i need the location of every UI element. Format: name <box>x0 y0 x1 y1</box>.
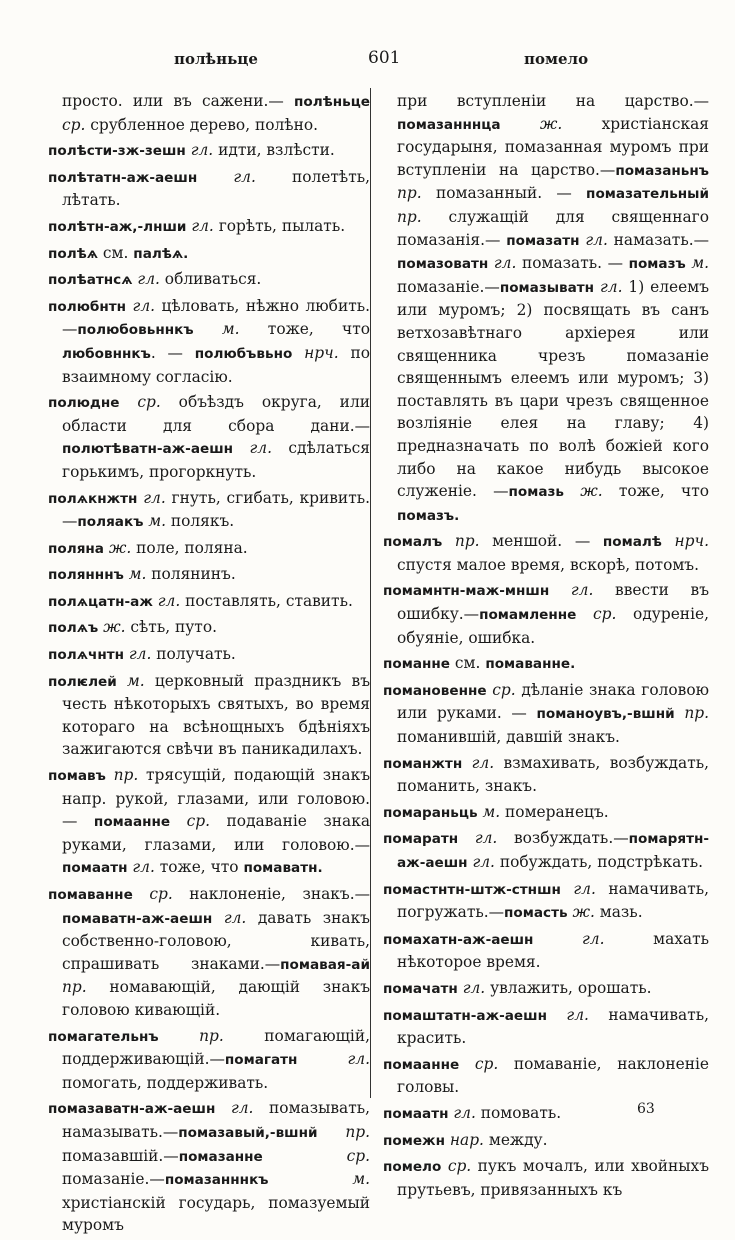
definition-text: цѣловать, нѣжно любить.— <box>62 296 370 339</box>
grammar-label: гл. <box>493 254 517 273</box>
dictionary-entry <box>383 652 709 676</box>
headword: помаванне. <box>485 656 576 673</box>
grammar-label: гл. <box>566 1005 589 1024</box>
dictionary-entry <box>383 90 709 527</box>
headword: помазательный <box>586 186 709 203</box>
definition-text <box>297 1050 347 1068</box>
definition-text <box>318 1123 346 1141</box>
headword: помазъ <box>628 256 686 273</box>
definition-text: трясущій, подающій знакъ напр. рукой, глазами, или головою. — <box>62 766 370 831</box>
definition-text <box>462 754 471 772</box>
dictionary-entry <box>48 295 370 388</box>
grammar-label: гл. <box>157 591 181 610</box>
headword: поляакъ <box>77 514 144 531</box>
definition-text: мазь. <box>594 903 643 922</box>
definition-text: помазанный. — <box>421 184 587 203</box>
headword: помазаньнъ <box>615 162 709 179</box>
grammar-label: нар. <box>449 1130 484 1149</box>
headword: поляна <box>48 540 104 557</box>
definition-text <box>458 829 475 847</box>
grammar-label: гл. <box>230 1099 254 1118</box>
headword: полютѣватн-аж-аешн <box>62 441 234 458</box>
headword: любовннкъ <box>62 345 151 362</box>
dictionary-entry <box>48 590 370 614</box>
headword: помаратн <box>383 831 459 848</box>
dictionary-entry <box>383 801 709 825</box>
dictionary-entry <box>48 1025 370 1095</box>
dictionary-entry <box>383 579 709 649</box>
definition-text: получать. <box>151 645 236 664</box>
dictionary-entry <box>383 1102 709 1126</box>
grammar-label: м. <box>221 320 240 339</box>
definition-text: ввести въ ошибку.— <box>397 581 709 624</box>
definition-text: помазаніе.— <box>397 277 500 296</box>
grammar-label: гл. <box>223 908 247 927</box>
definition-text: см. <box>450 654 486 673</box>
grammar-label: пр. <box>454 532 480 551</box>
headword: помараньць <box>383 804 478 821</box>
definition-text <box>170 812 187 830</box>
grammar-label: ж. <box>108 538 132 557</box>
definition-text: поставлять, ставить. <box>180 591 353 610</box>
running-head-right: помело <box>524 50 589 68</box>
grammar-label: гл. <box>132 296 156 315</box>
definition-text: спустя малое время, вскорѣ, потомъ. <box>397 555 699 574</box>
grammar-label: гл. <box>570 581 594 600</box>
definition-text <box>533 930 582 948</box>
definition-text: полякъ. <box>165 512 235 531</box>
headword: помаватн-аж-аешн <box>62 910 213 927</box>
definition-text: помаваніе, наклоненіе головы. <box>397 1054 709 1097</box>
definition-text <box>561 880 573 898</box>
grammar-label: гл. <box>128 645 152 664</box>
headword: помазанннкъ <box>164 1172 269 1189</box>
dictionary-entry <box>48 643 370 667</box>
headword: помагательнъ <box>48 1028 159 1045</box>
grammar-label: гл. <box>585 230 608 249</box>
headword: помарятн-аж-аешн <box>397 831 709 871</box>
grammar-label: м. <box>127 671 145 690</box>
definition-text <box>212 909 224 927</box>
grammar-label: м. <box>482 802 501 821</box>
grammar-label: ж. <box>572 903 595 922</box>
dictionary-entry <box>48 215 370 239</box>
grammar-label: ср. <box>137 393 161 412</box>
definition-text: наклоненіе, знакъ.— <box>172 885 370 903</box>
definition-text: церковный праздникъ въ честь нѣкоторыхъ святыхъ, во время котораго на всѣнощныхъ бдѣніяхъ зажигаются свѣчи въ паникадилахъ. <box>62 671 370 759</box>
definition-text <box>662 532 675 550</box>
definition-text: поле, поляна. <box>131 538 248 557</box>
grammar-label: м. <box>352 1170 370 1189</box>
definition-text <box>159 1027 200 1045</box>
definition-text: сѣть, путо. <box>125 618 217 637</box>
grammar-label: ср. <box>346 1146 370 1165</box>
headword: помаванне <box>48 887 133 903</box>
headword: полюбовьннкъ <box>77 322 194 339</box>
headword: полѥлей <box>48 673 117 690</box>
definition-text: просто. или въ сажени.— <box>62 92 295 110</box>
grammar-label: м. <box>691 254 709 273</box>
grammar-label: гл. <box>472 853 495 871</box>
dictionary-entry <box>48 166 370 212</box>
grammar-label: гл. <box>191 216 214 235</box>
headword: поманоувъ,-вшнй <box>536 706 675 723</box>
definition-text: срубленное дерево, полѣно. <box>85 115 318 134</box>
definition-text <box>233 439 249 457</box>
grammar-label: пр. <box>345 1122 370 1141</box>
definition-text: подаваніе знака руками, глазами, или головою.— <box>62 812 370 854</box>
definition-text: 1) елеемъ или муромъ; 2) посвящать въ санъ ветхозавѣтнаго архіерея или священника чрезъ помазаніе священнымъ елеемъ или муромъ; 3) поставлять въ цари чрезъ священное возліяніе елея на главу; 4) предназначать по волѣ божіей кого либо на какое нибудь высокое служеніе. — <box>397 277 709 501</box>
headword: помастнтн-штж-стншн <box>383 881 561 898</box>
grammar-label: ср. <box>149 885 173 903</box>
definition-text: тоже, что <box>602 482 709 501</box>
definition-text: полянинъ. <box>146 565 236 584</box>
grammar-label: м. <box>148 512 166 531</box>
definition-text: помовать. <box>475 1103 562 1122</box>
definition-text: увлажить, орошать. <box>485 978 652 997</box>
headword: помазатн <box>506 232 580 249</box>
dictionary-entry <box>48 670 370 761</box>
headword: помазаватн-аж-аешн <box>48 1101 216 1118</box>
definition-text: поманившій, давшій знакъ. <box>397 728 620 747</box>
definition-text <box>442 532 455 550</box>
definition-text: помазавшій.— <box>62 1146 179 1165</box>
headword: помачатн <box>383 980 458 997</box>
headword: полѧъ <box>48 620 99 637</box>
definition-text <box>215 1099 231 1117</box>
definition-text: . — <box>150 343 195 362</box>
running-head-left: полѣньце <box>174 50 258 68</box>
headword: помаватн. <box>243 860 323 877</box>
definition-text <box>292 344 304 362</box>
right-column <box>383 90 709 1204</box>
definition-text: одуреніе, обуяніе, ошибка. <box>397 605 709 647</box>
grammar-label: гл. <box>132 858 155 877</box>
definition-text: помогать, поддерживать. <box>62 1073 269 1092</box>
definition-text: помазывать, намазывать.— <box>62 1099 370 1141</box>
definition-text: между. <box>483 1130 548 1149</box>
grammar-label: гл. <box>600 277 623 296</box>
dictionary-entry <box>48 139 370 163</box>
grammar-label: ж. <box>103 618 126 637</box>
definition-text: намачивать, погружать.— <box>397 879 709 922</box>
definition-text: помазать. — <box>516 254 629 273</box>
headword: поманне <box>383 656 451 673</box>
definition-text <box>459 1055 475 1073</box>
headword: помалѣ <box>602 534 662 551</box>
headword: помело <box>383 1159 442 1176</box>
dictionary-entry <box>48 563 370 587</box>
grammar-label: нрч. <box>674 532 709 551</box>
headword: помаштатн-аж-аешн <box>383 1007 547 1024</box>
definition-text <box>549 581 571 599</box>
signature-mark: 63 <box>637 1101 655 1117</box>
grammar-label: гл. <box>582 929 605 948</box>
dictionary-entry <box>383 679 709 749</box>
headword: полѣньце <box>294 94 370 110</box>
grammar-label: ж. <box>539 114 563 133</box>
definition-text <box>106 766 114 784</box>
grammar-label: ср. <box>474 1054 499 1073</box>
headword: полѧчнтн <box>48 647 124 664</box>
headword: помаанне <box>93 814 171 831</box>
definition-text <box>120 393 138 411</box>
definition-text: побуждать, подстрѣкать. <box>494 853 704 871</box>
definition-text: служащій для священнаго помазанія.— <box>397 207 709 249</box>
definition-text: сдѣлаться горькимъ, прогоркнуть. <box>62 439 370 481</box>
headword: помавъ <box>48 768 106 785</box>
headword: полѣѧ <box>48 245 99 262</box>
definition-text <box>547 1006 566 1024</box>
dictionary-entry <box>383 928 709 974</box>
dictionary-entry <box>383 977 709 1001</box>
grammar-label: гл. <box>462 978 486 997</box>
grammar-label: нрч. <box>304 343 339 362</box>
headword: помаанне <box>383 1056 460 1073</box>
definition-text <box>564 482 580 500</box>
dictionary-entry <box>383 1129 709 1153</box>
definition-text: номавающій, дающій знакъ головою кивающій. <box>62 978 370 1019</box>
left-column <box>48 90 370 1240</box>
definition-text: намачивать, красить. <box>397 1005 709 1048</box>
definition-text: тоже, что <box>239 320 370 339</box>
headword: помаатн <box>62 860 128 877</box>
definition-text: идти, взлѣсти. <box>213 141 335 160</box>
headword: помамнтн-маж-мншн <box>383 583 550 600</box>
dictionary-entry <box>48 391 370 483</box>
grammar-label: ср. <box>492 680 516 699</box>
definition-text <box>197 168 233 186</box>
headword: полѣтн-аж,-лнши <box>48 218 187 235</box>
definition-text: при вступленіи на царство.— <box>397 92 709 110</box>
grammar-label: гл. <box>453 1103 476 1122</box>
grammar-label: гл. <box>249 439 272 458</box>
headword: помазавый,-вшнй <box>178 1124 318 1141</box>
grammar-label: м. <box>128 565 147 584</box>
headword: помазыватн <box>499 279 595 296</box>
grammar-label: пр. <box>397 207 422 226</box>
headword: помежн <box>383 1132 445 1149</box>
headword: помазъ. <box>397 507 460 524</box>
grammar-label: ср. <box>593 605 617 624</box>
grammar-label: гл. <box>347 1050 370 1069</box>
definition-text <box>576 605 593 623</box>
grammar-label: ср. <box>186 812 211 831</box>
grammar-label: гл. <box>143 488 166 507</box>
definition-text: помазаніе.— <box>62 1170 165 1189</box>
page-number: 601 <box>368 48 401 68</box>
headword: помазанннца <box>397 116 501 133</box>
definition-text: пукъ мочалъ, или хвойныхъ прутьевъ, привязанныхъ къ <box>397 1157 709 1199</box>
definition-text: христіанская государыня, помазанная муромъ при вступленіи на царство.— <box>397 114 709 179</box>
headword: полѣсти-зж-зешн <box>48 143 186 160</box>
definition-text <box>194 320 222 338</box>
definition-text: меншой. — <box>479 532 603 551</box>
column-divider <box>370 88 371 1098</box>
definition-text: объѣздъ округа, или области для сбора дани.— <box>62 393 370 435</box>
grammar-label: пр. <box>62 978 87 997</box>
headword: помазь <box>508 484 565 501</box>
headword: помаатн <box>383 1105 449 1122</box>
headword: полюбнтн <box>48 298 127 315</box>
headword: помагатн <box>224 1052 298 1069</box>
dictionary-entry <box>48 90 370 136</box>
headword: полѧцатн-аж <box>48 593 153 610</box>
grammar-label: пр. <box>397 184 422 203</box>
headword: помавая-ай <box>280 956 370 973</box>
definition-text <box>133 885 150 903</box>
headword: полянннъ <box>48 567 124 584</box>
grammar-label: ср. <box>447 1157 472 1176</box>
grammar-label: пр. <box>113 766 139 785</box>
definition-text: дѣланіе знака головою или руками. — <box>397 680 709 723</box>
definition-text <box>675 704 685 722</box>
dictionary-entry <box>48 1097 370 1237</box>
definition-text: давать знакъ собственно-головою, кивать, спрашивать знаками.— <box>62 908 370 973</box>
definition-text: помагающій, поддерживающій.— <box>62 1026 370 1069</box>
grammar-label: ж. <box>580 482 603 501</box>
headword: полѧкнжтн <box>48 490 138 507</box>
headword: помазанне <box>178 1148 263 1165</box>
dictionary-entry <box>383 1053 709 1099</box>
headword: поманжтн <box>383 755 463 772</box>
dictionary-entry <box>48 242 370 266</box>
definition-text: намазать.— <box>607 230 709 249</box>
grammar-label: гл. <box>233 167 256 186</box>
definition-text: тоже, что <box>154 858 244 877</box>
definition-text <box>263 1147 347 1165</box>
grammar-label: пр. <box>684 704 709 723</box>
definition-text <box>117 672 127 690</box>
headword: помалъ <box>383 534 443 551</box>
grammar-label: гл. <box>573 879 596 898</box>
dictionary-entry <box>383 752 709 798</box>
headword: помамленне <box>479 607 577 624</box>
dictionary-entry <box>48 616 370 640</box>
dictionary-entry <box>383 878 709 925</box>
dictionary-entry <box>383 1155 709 1201</box>
dictionary-entry <box>383 530 709 576</box>
dictionary-entry <box>48 537 370 561</box>
definition-text: обливаться. <box>159 270 262 289</box>
grammar-label: гл. <box>190 141 214 160</box>
dictionary-entry <box>48 883 370 1022</box>
definition-text: горѣть, пылать. <box>213 216 346 235</box>
headword: помазоватн <box>397 256 489 273</box>
headword: помановенне <box>383 682 487 699</box>
dictionary-entry <box>48 487 370 534</box>
headword: полюдне <box>48 395 120 412</box>
headword: полюбъвьно <box>194 345 293 362</box>
definition-text: полетѣть, лѣтать. <box>62 167 370 210</box>
grammar-label: гл. <box>471 753 495 772</box>
definition-text: гнуть, сгибать, кривить.— <box>62 488 370 531</box>
dictionary-entry <box>48 268 370 292</box>
headword: полѣатнсѧ <box>48 272 133 289</box>
definition-text <box>501 115 540 133</box>
dictionary-entry <box>383 827 709 874</box>
definition-text: по взаимному согласію. <box>62 343 370 386</box>
dictionary-entry <box>48 764 370 880</box>
grammar-label: пр. <box>199 1026 224 1045</box>
definition-text: взмахивать, возбуждать, поманить, знакъ. <box>397 753 709 796</box>
dictionary-entry <box>383 1004 709 1050</box>
definition-text: см. <box>98 243 134 262</box>
definition-text <box>269 1170 353 1188</box>
headword: полѣтатн-аж-аешн <box>48 169 198 186</box>
definition-text: возбуждать.— <box>497 829 629 848</box>
definition-text: христіанскій государь, помазуемый муромъ <box>62 1193 370 1235</box>
headword: помахатн-аж-аешн <box>383 931 534 948</box>
definition-text: померанецъ. <box>500 802 609 821</box>
grammar-label: гл. <box>137 270 160 289</box>
grammar-label: гл. <box>474 829 498 848</box>
headword: палѣѧ. <box>133 245 189 262</box>
definition-text: махать нѣкоторое время. <box>397 929 709 972</box>
headword: помасть <box>504 905 568 922</box>
grammar-label: ср. <box>62 115 86 134</box>
